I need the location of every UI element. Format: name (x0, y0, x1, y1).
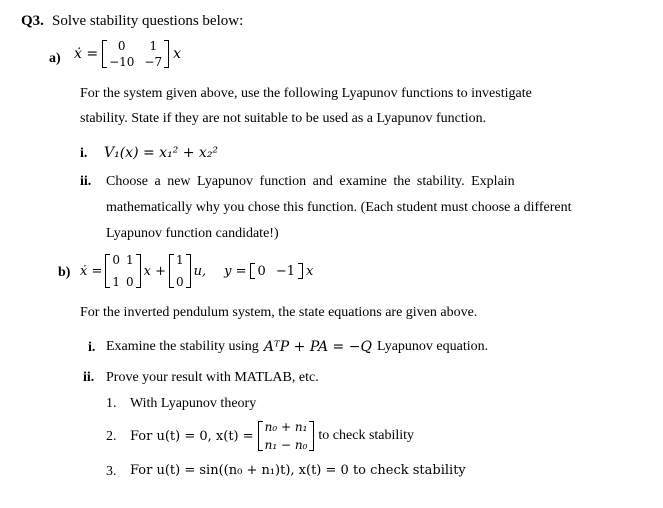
part-b-label: b) (58, 265, 71, 280)
part-a-label: a) (49, 51, 61, 66)
part-b-item-i (106, 339, 488, 355)
part-b-item-i-tail: Lyapunov equation. (376, 339, 489, 354)
part-b-B-vector (169, 254, 191, 288)
sub2-expression (130, 421, 414, 451)
part-b-item-ii-label: ii. (83, 370, 95, 385)
part-b-equation (80, 254, 313, 288)
matrix-cell: 1 (112, 275, 120, 289)
part-b-x: x (305, 263, 314, 279)
vector-cell: 0 (176, 275, 184, 289)
sub1-label: 1. (106, 396, 117, 411)
part-b-C-vector (250, 263, 303, 279)
question-number: Q3. (21, 13, 44, 29)
part-b-item-i-text: Examine the stability using (106, 339, 259, 354)
matrix-cell: 1 (126, 253, 134, 267)
sub1-text: With Lyapunov theory (130, 396, 257, 411)
question-title: Solve stability questions below: (52, 13, 244, 29)
matrix-cell: 0 (117, 39, 126, 53)
matrix-cell: 1 (149, 39, 158, 53)
part-b-A-matrix (105, 254, 140, 288)
sub2-vector (258, 421, 315, 451)
matrix-cell: 0 (126, 275, 134, 289)
vector-cell: n₁ − n₀ (264, 438, 308, 452)
part-a-matrix (102, 40, 169, 68)
part-b-item-i-label: i. (88, 340, 96, 355)
sub3-label: 3. (106, 464, 117, 479)
sub2-label: 2. (106, 429, 117, 444)
part-a-xdot: ẋ = (74, 46, 99, 62)
part-a-equation (74, 40, 181, 68)
part-a-item-ii-label: ii. (80, 174, 92, 189)
part-a-instruction-2: stability. State if they are not suitable to be used as a Lyapunov function. (80, 111, 487, 126)
vector-cell: 1 (176, 253, 184, 267)
part-b-intro: For the inverted pendulum system, the state equations are given above. (80, 305, 478, 320)
matrix-cell: −7 (144, 55, 163, 69)
vector-cell: 0 (257, 263, 266, 279)
part-a-item-i-formula: V₁(x) = x₁² + x₂² (104, 145, 219, 161)
vector-cell: n₀ + n₁ (264, 420, 308, 434)
vector-cell: −1 (275, 263, 295, 279)
matrix-cell: −10 (109, 55, 135, 69)
part-b-item-ii-text: Prove your result with MATLAB, etc. (106, 370, 319, 385)
sub3-text: For u(t) = sin((n₀ + n₁)t), x(t) = 0 to check stability (130, 463, 466, 478)
part-b-xdot: ẋ = (80, 263, 103, 279)
part-a-item-ii-line-2: mathematically why you chose this function. (Each student must choose a different (106, 200, 572, 215)
part-b-u: u, (193, 263, 207, 279)
part-a-item-ii-line-1: Choose a new Lyapunov function and examine the stability. Explain (106, 174, 515, 189)
matrix-cell: 0 (112, 253, 120, 267)
part-a-x: x (173, 46, 182, 62)
part-a-instruction-1: For the system given above, use the following Lyapunov functions to investigate (80, 86, 532, 101)
sub2-pre: For u(t) = 0, x(t) = (130, 428, 254, 444)
sub2-post: to check stability (318, 428, 415, 443)
lyapunov-equation: AᵀP + PA = −Q (263, 339, 372, 355)
part-a-item-i-label: i. (80, 146, 88, 161)
part-a-item-ii-line-3: Lyapunov function candidate!) (106, 226, 279, 241)
part-b-y-eq: y = (224, 263, 247, 279)
part-b-x-plus: x + (143, 263, 166, 279)
